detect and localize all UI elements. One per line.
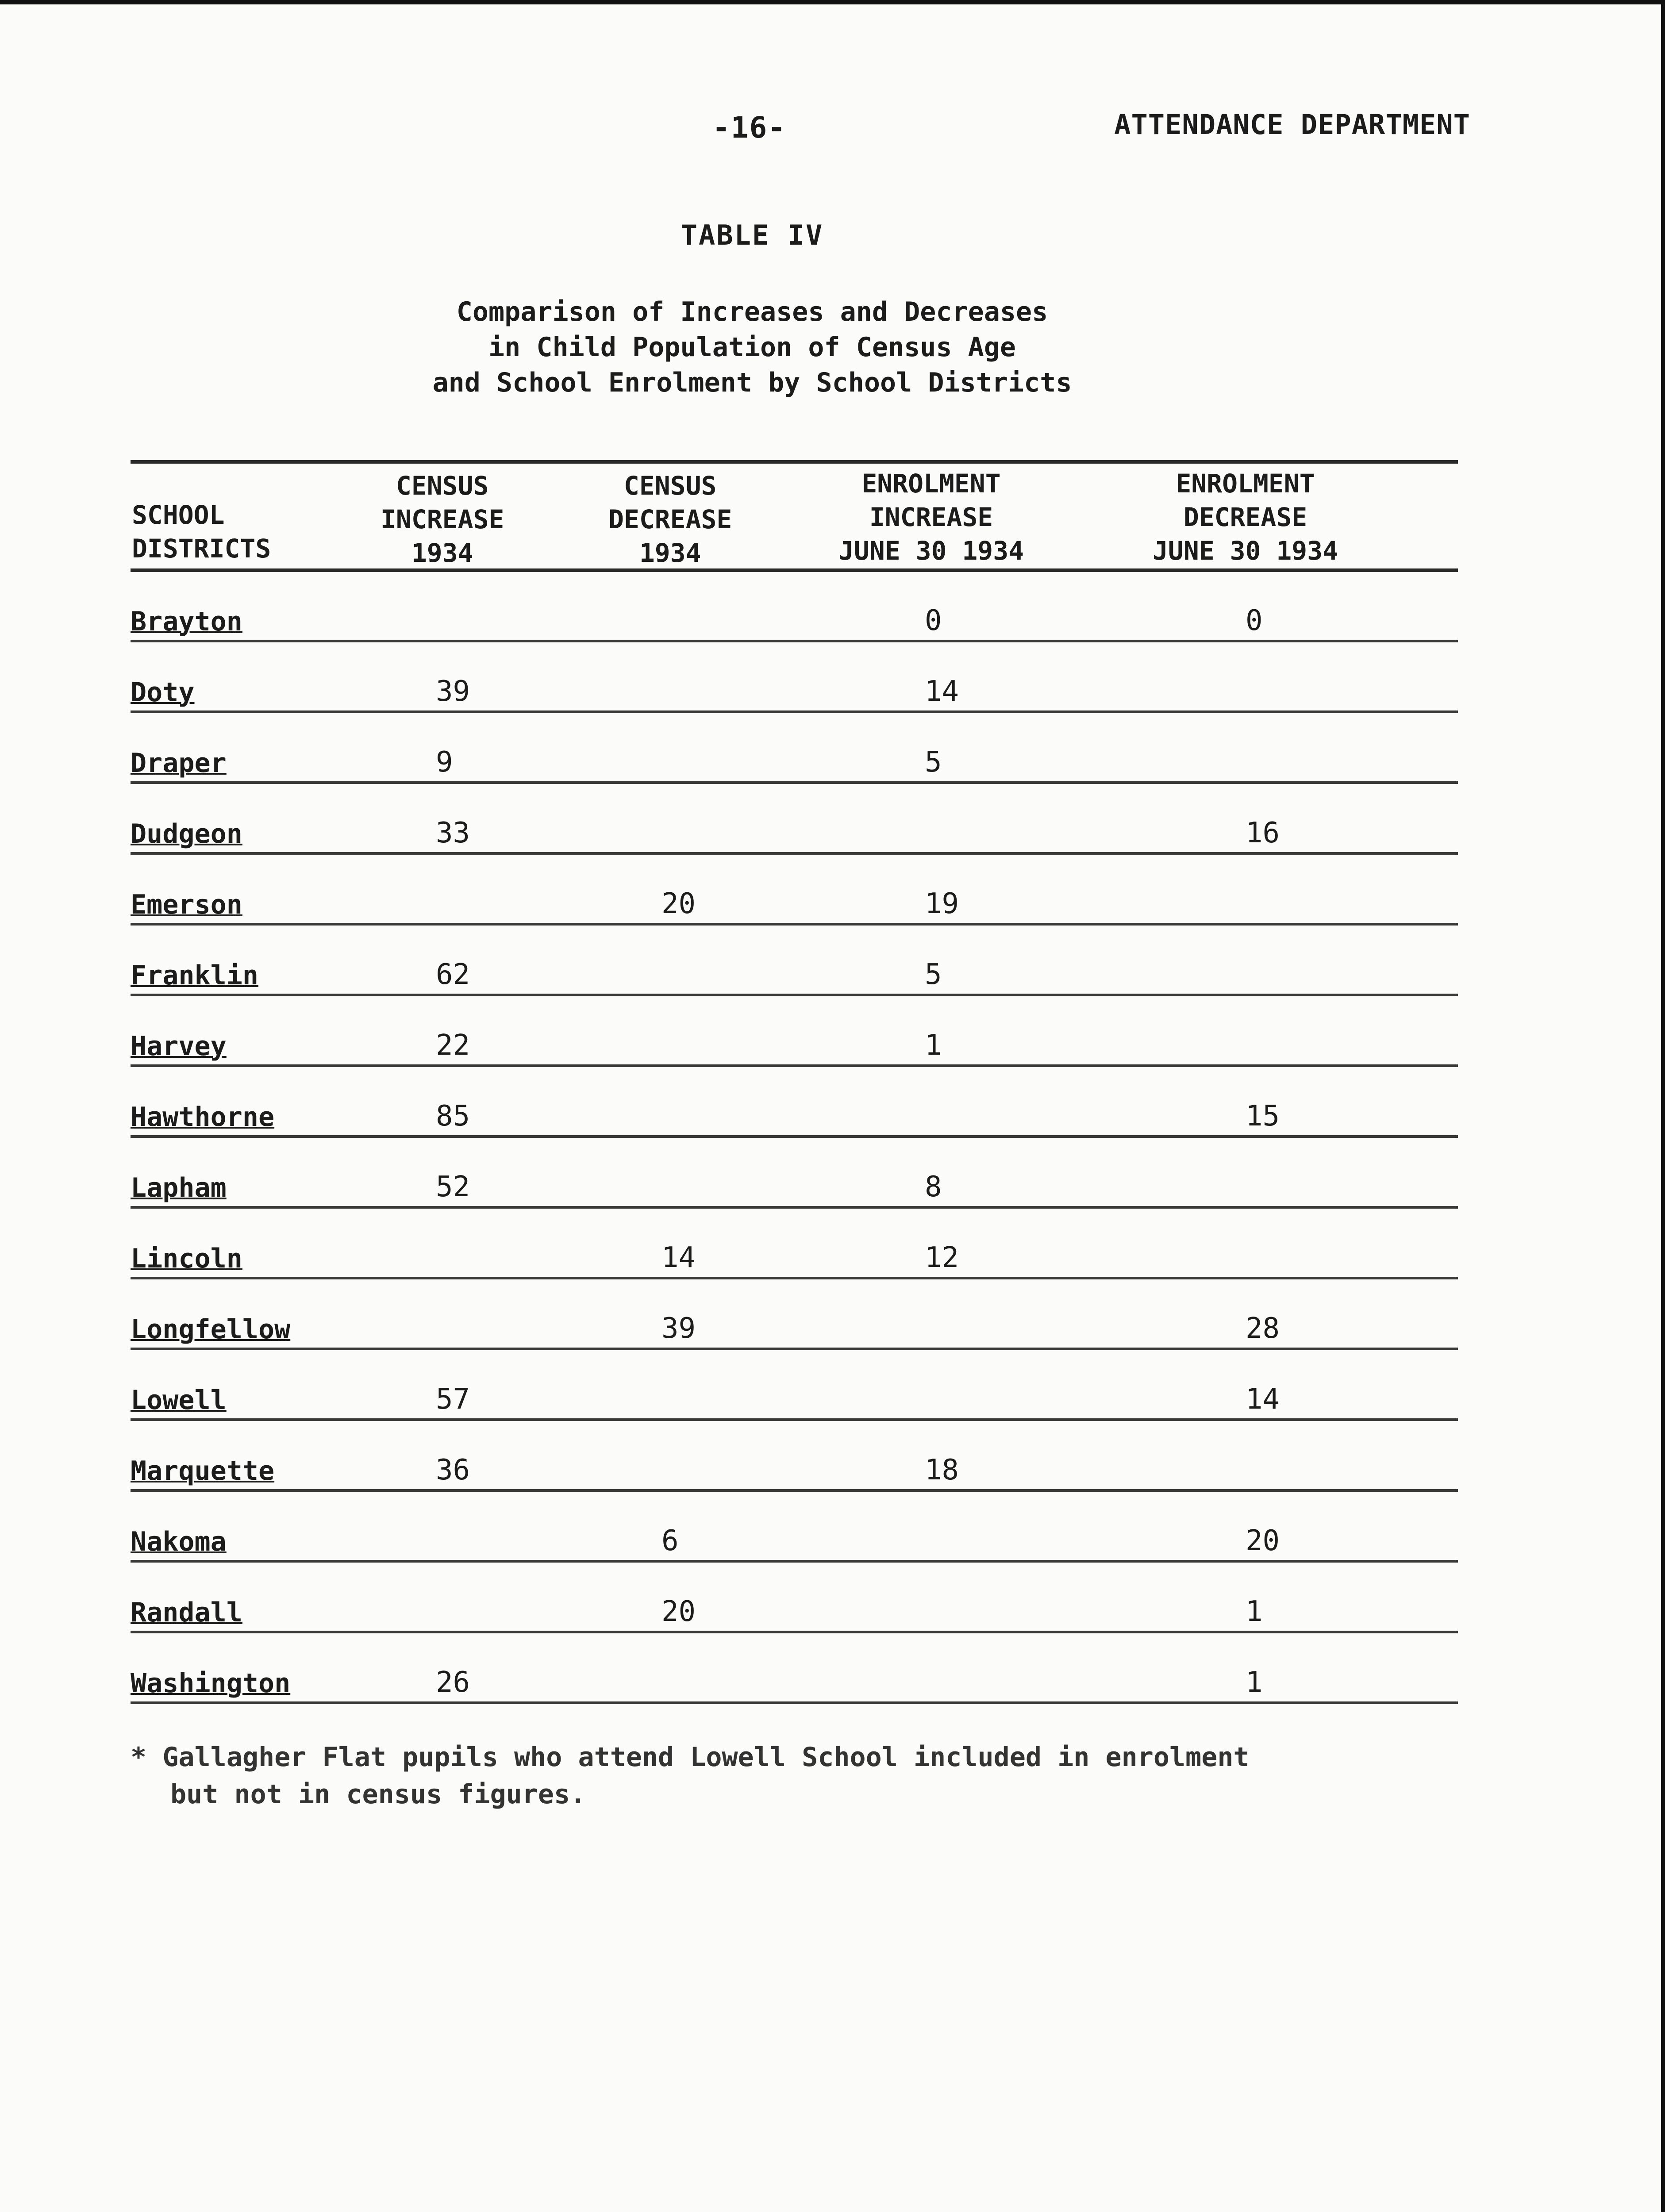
enrolment-decrease-value: 15 [1246,1100,1280,1133]
district-name: Lincoln [131,1243,242,1274]
district-name: Doty [131,677,195,708]
enrolment-decrease-value: 1 [1246,1595,1263,1628]
census-increase-value: 26 [436,1666,470,1699]
row-rule [131,852,1458,855]
district-name: Washington [131,1668,291,1699]
enrolment-decrease-value: 14 [1246,1383,1280,1416]
row-rule [131,640,1458,642]
census-decrease-value: 6 [661,1525,679,1557]
district-name: Lapham [131,1172,227,1203]
caption-line: in Child Population of Census Age [488,332,1016,363]
table-caption [0,294,1504,400]
row-rule [131,1560,1458,1563]
census-increase-value: 52 [436,1171,470,1203]
table-top-rule [131,460,1458,464]
district-name: Randall [131,1597,242,1628]
district-name: Harvey [131,1031,227,1062]
caption-line: Comparison of Increases and Decreases [456,296,1048,327]
row-rule [131,1489,1458,1492]
caption-line: and School Enrolment by School Districts [432,367,1072,398]
census-decrease-value: 14 [661,1241,696,1274]
district-name: Draper [131,748,227,779]
census-decrease-value: 20 [661,887,696,920]
district-name: Nakoma [131,1526,227,1557]
district-name: Dudgeon [131,818,242,849]
enrolment-increase-value: 14 [925,675,959,708]
row-rule [131,1206,1458,1209]
census-increase-value: 36 [436,1454,470,1486]
census-increase-value: 62 [436,958,470,991]
department-header: ATTENDANCE DEPARTMENT [1114,108,1470,141]
enrolment-decrease-value: 0 [1246,604,1263,637]
row-rule [131,1418,1458,1421]
row-rule [131,923,1458,926]
district-name: Brayton [131,606,242,637]
row-rule [131,1135,1458,1138]
census-increase-value: 22 [436,1029,470,1062]
census-increase-value: 33 [436,817,470,849]
census-increase-value: 9 [436,746,453,779]
enrolment-increase-value: 5 [925,746,942,779]
table-title: TABLE IV [681,219,824,251]
district-name: Franklin [131,960,258,991]
enrolment-increase-value: 19 [925,887,959,920]
row-rule [131,1064,1458,1067]
enrolment-increase-value: 12 [925,1241,959,1274]
census-increase-value: 39 [436,675,470,708]
row-rule [131,1631,1458,1633]
footnote [131,1739,1250,1813]
census-decrease-value: 39 [661,1312,696,1345]
enrolment-increase-value: 1 [925,1029,942,1062]
enrolment-increase-value: 0 [925,604,942,637]
census-decrease-value: 20 [661,1595,696,1628]
district-name: Hawthorne [131,1102,275,1133]
enrolment-decrease-value: 20 [1246,1525,1280,1557]
header-bottom-rule [131,568,1458,572]
footnote-line: but not in census figures. [170,1779,586,1810]
scan-edge-right [1661,0,1665,2212]
census-increase-value: 57 [436,1383,470,1416]
enrolment-decrease-value: 16 [1246,817,1280,849]
row-rule [131,1701,1458,1704]
district-name: Emerson [131,889,242,920]
enrolment-decrease-value: 1 [1246,1666,1263,1699]
row-rule [131,1277,1458,1279]
footnote-line: * Gallagher Flat pupils who attend Lowell School included in enrolment [131,1742,1250,1773]
district-name: Lowell [131,1385,227,1416]
row-rule [131,1348,1458,1350]
row-rule [131,710,1458,713]
column-header-school-districts: SCHOOL DISTRICTS [132,500,271,564]
column-header-enrolment-increase: ENROLMENT INCREASE JUNE 30 1934 [838,469,1024,566]
enrolment-increase-value: 8 [925,1171,942,1203]
enrolment-increase-value: 18 [925,1454,959,1486]
column-header-census-increase: CENSUS INCREASE 1934 [381,471,504,568]
district-name: Marquette [131,1455,275,1486]
row-rule [131,994,1458,996]
district-name: Longfellow [131,1314,291,1345]
enrolment-decrease-value: 28 [1246,1312,1280,1345]
census-increase-value: 85 [436,1100,470,1133]
page-number: -16- [712,111,786,145]
row-rule [131,781,1458,784]
enrolment-increase-value: 5 [925,958,942,991]
column-header-enrolment-decrease: ENROLMENT DECREASE JUNE 30 1934 [1153,469,1338,566]
column-header-census-decrease: CENSUS DECREASE 1934 [608,471,732,568]
scan-edge-top [0,0,1665,4]
